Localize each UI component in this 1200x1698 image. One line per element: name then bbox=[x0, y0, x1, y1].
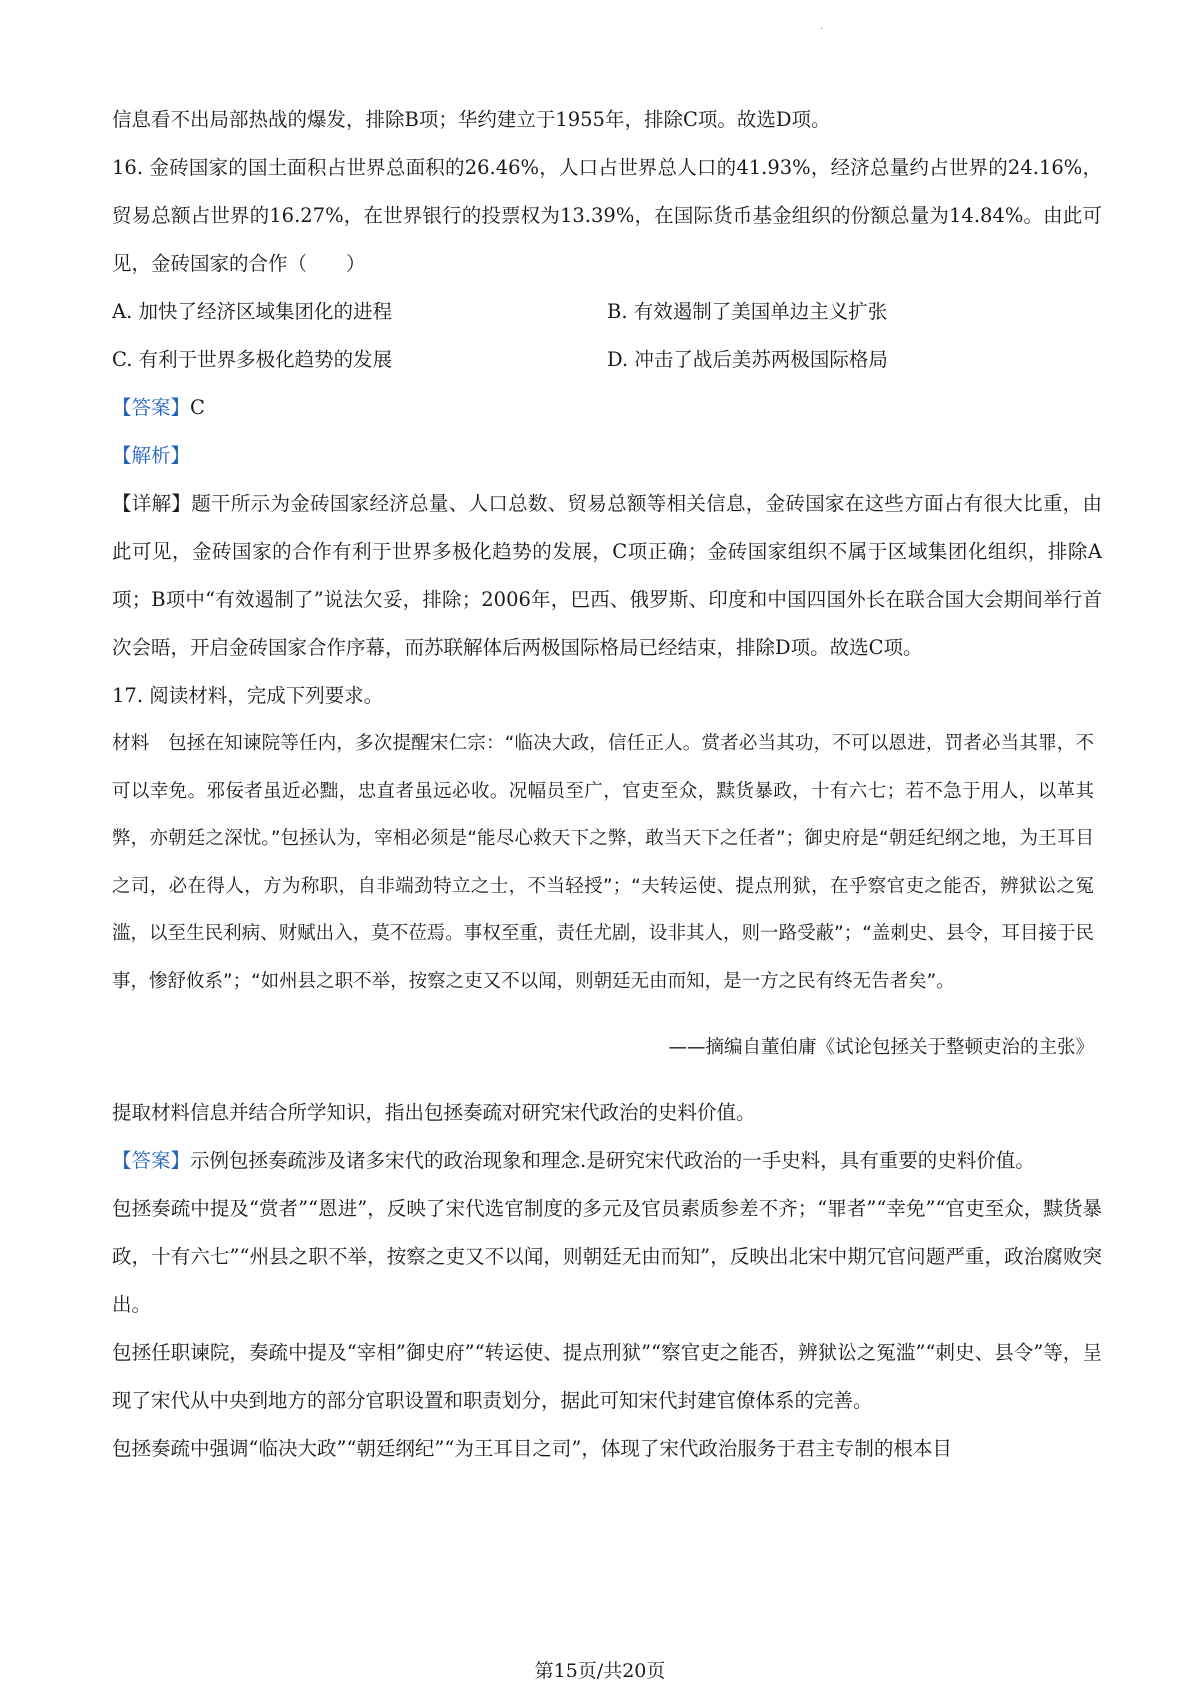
material-label: 材料 bbox=[112, 733, 150, 754]
q16-answer-value: C bbox=[190, 396, 205, 419]
q17-answer-text-1: 示例包拯奏疏涉及诸多宋代的政治现象和理念.是研究宋代政治的一手史料，具有重要的史料价值。 bbox=[190, 1149, 1035, 1172]
material-source: ——摘编自董伯庸《试论包拯关于整顿吏治的主张》 bbox=[668, 1036, 1094, 1058]
q17-question: 提取材料信息并结合所学知识，指出包拯奏疏对研究宋代政治的史料价值。 bbox=[112, 1101, 756, 1124]
q16-option-b: B. 有效遏制了美国单边主义扩张 bbox=[607, 300, 888, 323]
q16-analysis bbox=[112, 432, 1102, 480]
answer-tag: 【答案】 bbox=[112, 1149, 191, 1172]
q16-option-c: C. 有利于世界多极化趋势的发展 bbox=[112, 348, 393, 371]
q16-options bbox=[112, 288, 1102, 384]
q16-answer bbox=[112, 384, 1102, 432]
q17-stem: 17. 阅读材料，完成下列要求。 bbox=[112, 684, 384, 707]
q16-option-a: A. 加快了经济区域集团化的进程 bbox=[112, 300, 392, 323]
q17-material bbox=[112, 720, 1094, 1005]
page-number: 第15页/共20页 bbox=[534, 1660, 666, 1682]
analysis-tag: 【解析】 bbox=[112, 444, 191, 467]
q16-detail bbox=[112, 480, 1102, 672]
answer-tag: 【答案】 bbox=[112, 396, 191, 419]
q16-detail-text: 题干所示为金砖国家经济总量、人口总数、贸易总额等相关信息，金砖国家在这些方面占有很大比重，由此可见，金砖国家的合作有利于世界多极化趋势的发展，C项正确；金砖国家组织不属于区域集团化组织，排除A项；B项中“有效遏制了”说法欠妥，排除；2006年，巴西、俄罗斯、印度和中国四国外长在联合国大会期间举行首次会晤，开启金砖国家合作序幕，而苏联解体后两极国际格局已经结束，排除D项。故选C项。 bbox=[112, 492, 1102, 659]
q17-answer-p4: 包拯奏疏中强调“临决大政”“朝廷纲纪”“为王耳目之司”，体现了宋代政治服务于君主专制的根本目 bbox=[112, 1437, 952, 1460]
q16-option-d: D. 冲击了战后美苏两极国际格局 bbox=[607, 348, 888, 371]
material-text: 包拯在知谏院等任内，多次提醒宋仁宗：“临决大政，信任正人。赏者必当其功，不可以恩进，罚者必当其罪，不可以幸免。邪佞者虽近必黜，忠直者虽远必收。况幅员至广，官吏至众，黩货暴政，十有六七；若不急于用人，以革其弊，亦朝廷之深忧。”包拯认为，宰相必须是“能尽心救天下之弊，敢当天下之任者”；御史府是“朝廷纪纲之地，为王耳目之司，必在得人，方为称职，自非端劲特立之士，不当轻授”；“夫转运使、提点刑狱，在乎察官吏之能否，辨狱讼之冤滥，以至生民利病、财赋出入，莫不莅焉。事权至重，责任尤剧，设非其人，则一路受蔽”；“盖刺史、县令，耳目接于民事，惨舒攸系”；“如州县之职不举，按察之吏又不以闻，则朝廷无由而知，是一方之民有终无告者矣”。 bbox=[112, 733, 1094, 992]
detail-tag: 【详解】 bbox=[112, 492, 192, 515]
top-mark: · bbox=[820, 24, 824, 35]
q17-answer-p1 bbox=[112, 1137, 1102, 1185]
q17-answer-p2: 包拯奏疏中提及“赏者”“恩进”，反映了宋代选官制度的多元及官员素质参差不齐；“罪者”“幸免”“官吏至众，黩货暴政，十有六七”“州县之职不举，按察之吏又不以闻，则朝廷无由而知”，反映出北宋中期冗官问题严重，政治腐败突出。 bbox=[112, 1197, 1102, 1316]
q16-stem: 16. 金砖国家的国土面积占世界总面积的26.46%，人口占世界总人口的41.93%，经济总量约占世界的24.16%，贸易总额占世界的16.27%，在世界银行的投票权为13.39%，在国际货币基金组织的份额总量为14.84%。由此可见，金砖国家的合作（ ） bbox=[112, 156, 1102, 275]
q17-answer-p3: 包拯任职谏院，奏疏中提及“宰相”御史府”“转运使、提点刑狱”“察官吏之能否，辨狱讼之冤滥”“刺史、县令”等，呈现了宋代从中央到地方的部分官职设置和职责划分，据此可知宋代封建官僚体系的完善。 bbox=[112, 1341, 1102, 1412]
previous-answer-tail: 信息看不出局部热战的爆发，排除B项；华约建立于1955年，排除C项。故选D项。 bbox=[112, 108, 831, 131]
page-content bbox=[112, 96, 1102, 1473]
